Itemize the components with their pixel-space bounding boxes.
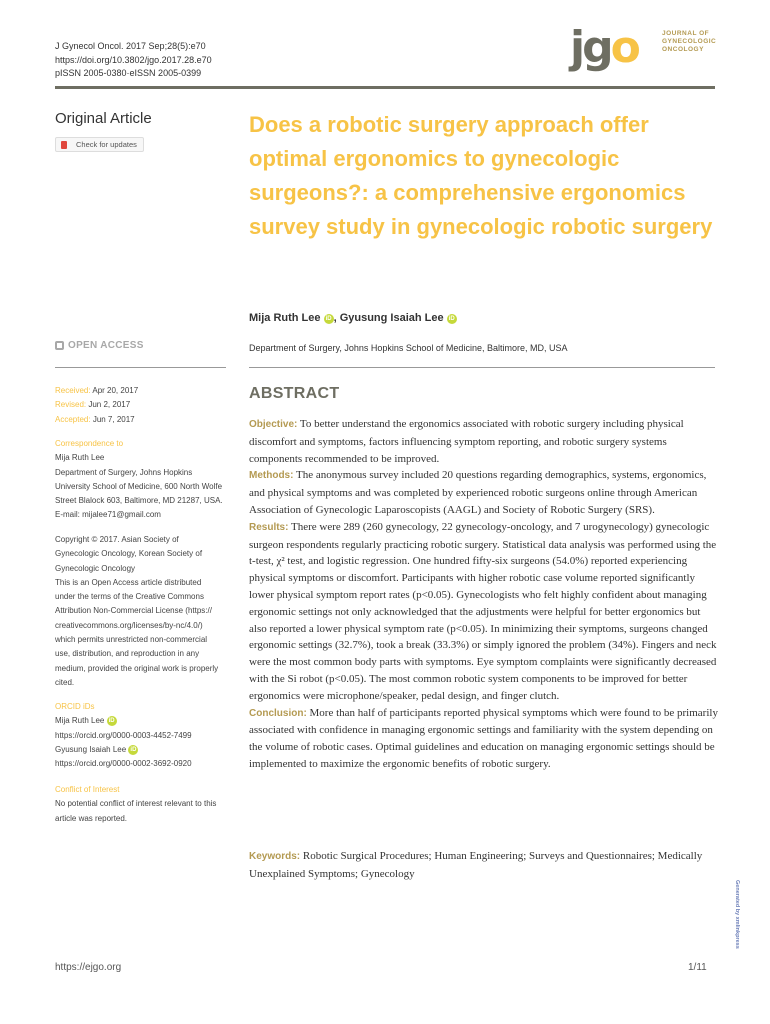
sidebar-divider xyxy=(55,367,226,368)
orcid-link[interactable]: https://orcid.org/0000-0002-3692-0920 xyxy=(55,759,192,769)
abstract-methods xyxy=(249,467,719,518)
open-lock-icon xyxy=(55,341,64,350)
license-line: use, distribution, and reproduction in any xyxy=(55,649,200,659)
copyright-label: Copyright xyxy=(55,535,90,544)
results-text: There were 289 (260 gynecology, 22 gynecology-oncology, and 7 urogynecology) gynecologic surgeon respondents regularly practicing robotic surgery. Statistical data analysis was performed using the t-test, χ² test, and logistic regression. One hundred fifty-six surgeons (54.0%) reported experiencing physical symptoms or discomfort. Participants with higher robotic case volume reported significantly lower physical symptom report rates (p<0.05). Gynecologists who felt highly confident about managing ergonomic settings not only acknowledged that the adjustments were helpful for better ergonomics but also reported a lower physical symptom rate (p<0.05). In minimizing their symptoms, surgeons changed ergonomic settings (32.7%), took a break (33.3%) or simply ignored the problem (34%). Fingers and neck were the most common body parts with symptoms. Eye symptom complaints were significantly decreased with the Si robot (p<0.05). The most common robotic system components to be improved for better ergonomics were microphone/speaker, pedal design, and finger clutch. xyxy=(249,520,717,702)
copyright-block xyxy=(55,533,235,690)
orcid-link[interactable]: https://orcid.org/0000-0003-4452-7499 xyxy=(55,730,192,740)
conclusion-text: More than half of participants reported physical symptoms which were found to be primarily associated with confidence in managing ergonomic settings and familiarity with the system depending on the volume of robotic cases. Optimal guidelines and education on managing ergonomic settings should be implemented to maximize the ergonomic benefits of robotic surgery. xyxy=(249,706,718,770)
author-list xyxy=(249,312,457,324)
revised-value: Jun 2, 2017 xyxy=(88,400,131,410)
logo-text-line: ONCOLOGY xyxy=(662,46,704,53)
keywords-label: Keywords: xyxy=(249,851,301,862)
citation-block xyxy=(55,40,212,81)
license-line[interactable]: Attribution Non-Commercial License (https:// xyxy=(55,606,212,616)
abstract-results xyxy=(249,519,719,705)
coi-heading: Conflict of Interest xyxy=(55,785,120,794)
license-line: which permits unrestricted non-commercial xyxy=(55,635,208,645)
citation-issn: pISSN 2005-0380·eISSN 2005-0399 xyxy=(55,68,202,78)
orcid-icon: iD xyxy=(130,746,137,753)
author-name[interactable]: Mija Ruth Lee xyxy=(249,312,321,324)
orcid-icon: iD xyxy=(108,718,115,725)
check-for-updates-button[interactable] xyxy=(55,137,144,152)
bookmark-icon xyxy=(61,141,67,149)
accepted-value: Jun 7, 2017 xyxy=(92,414,135,424)
article-type: Original Article xyxy=(55,110,152,127)
correspondence-block xyxy=(55,437,235,523)
conclusion-label: Conclusion: xyxy=(249,707,307,719)
received-date xyxy=(55,384,235,398)
correspondence-email[interactable]: E-mail: mijalee71@gmail.com xyxy=(55,510,161,520)
header-divider xyxy=(55,86,715,89)
orcid-author xyxy=(55,714,235,728)
journal-logo xyxy=(570,22,720,78)
received-label: Received: xyxy=(55,386,91,395)
orcid-author-name: Mija Ruth Lee xyxy=(55,716,105,726)
keywords xyxy=(249,848,719,883)
author-name[interactable]: Gyusung Isaiah Lee xyxy=(339,312,444,324)
citation-journal: J Gynecol Oncol. 2017 Sep;28(5):e70 xyxy=(55,41,206,51)
page-number: 1/11 xyxy=(688,962,707,973)
orcid-block xyxy=(55,700,235,771)
abstract-heading: ABSTRACT xyxy=(249,385,340,402)
abstract-conclusion xyxy=(249,705,719,773)
logo-text-line: JOURNAL OF xyxy=(662,30,710,37)
keywords-text: Robotic Surgical Procedures; Human Engineering; Surveys and Questionnaires; Medically Unexplained Symptoms; Gynecology xyxy=(249,850,703,880)
article-title: Does a robotic surgery approach offer optimal ergonomics to gynecologic surgeons?: a comprehensive ergonomics survey study in gynecologic robotic surgery xyxy=(249,112,713,239)
correspondence-heading: Correspondence to xyxy=(55,439,124,448)
affiliation: Department of Surgery, Johns Hopkins School of Medicine, Baltimore, MD, USA xyxy=(249,343,568,353)
abstract-body xyxy=(249,416,719,773)
correspondence-address: Street Blalock 603, Baltimore, MD 21287, USA. xyxy=(55,496,223,506)
objective-text: To better understand the ergonomics associated with robotic surgery including physical discomfort and symptoms, factors influencing symptom reporting, and robotic surgery systems components recommended to be improved. xyxy=(249,418,684,465)
generated-by-badge xyxy=(730,880,750,990)
check-for-updates-label: Check for updates xyxy=(76,140,137,149)
copyright-line: Gynecologic Oncology, Korean Society of xyxy=(55,549,203,559)
citation-doi-link[interactable]: https://doi.org/10.3802/jgo.2017.28.e70 xyxy=(55,54,212,65)
methods-text: The anonymous survey included 20 questions regarding demographics, systems, ergonomics, and physical symptoms and was completed by experienced robotic surgeons online through American Association of Gynecologic Laparoscopists (AAGL) and Society of Robotic Surgery (SRS). xyxy=(249,469,707,516)
orcid-icon[interactable]: iD xyxy=(448,316,455,322)
license-line[interactable]: creativecommons.org/licenses/by-nc/4.0/) xyxy=(55,620,203,630)
revised-label: Revised: xyxy=(55,400,87,410)
author-separator: , xyxy=(333,312,340,324)
orcid-author xyxy=(55,743,235,757)
footer-url-link[interactable]: https://ejgo.org xyxy=(55,962,122,973)
logo-mark-accent: o xyxy=(610,22,638,73)
logo-wordmark xyxy=(662,30,716,54)
orcid-heading: ORCID iDs xyxy=(55,702,95,711)
correspondence-address: Department of Surgery, Johns Hopkins xyxy=(55,467,193,477)
orcid-author-name: Gyusung Isaiah Lee xyxy=(55,744,127,754)
abstract-objective xyxy=(249,416,719,467)
results-label: Results: xyxy=(249,521,289,533)
license-line: This is an Open Access article distributed xyxy=(55,577,202,587)
accepted-label: Accepted: xyxy=(55,414,91,424)
open-access-label: OPEN ACCESS xyxy=(68,340,144,351)
coi-text: No potential conflict of interest relevant to this xyxy=(55,799,217,809)
license-line: medium, provided the original work is properly xyxy=(55,663,219,673)
received-value: Apr 20, 2017 xyxy=(92,386,139,395)
dates-block xyxy=(55,384,235,427)
coi-text: article was reported. xyxy=(55,813,128,823)
copyright-text: © 2017. Asian Society of xyxy=(89,535,179,544)
logo-text-line: GYNECOLOGIC xyxy=(662,38,717,45)
objective-label: Objective: xyxy=(249,419,298,430)
methods-label: Methods: xyxy=(249,470,294,482)
open-access-badge xyxy=(55,340,144,351)
conflict-of-interest-block xyxy=(55,783,235,826)
copyright-line xyxy=(55,533,235,547)
copyright-line: Gynecologic Oncology xyxy=(55,563,136,573)
correspondence-address: University School of Medicine, 600 North Wolfe xyxy=(55,481,223,491)
revised-date xyxy=(55,398,235,412)
license-line: cited. xyxy=(55,677,75,687)
logo-mark: jgo xyxy=(570,22,638,73)
accepted-date xyxy=(55,413,235,427)
generated-by-text: Generated by xmlinkpress xyxy=(734,880,740,949)
license-line: under the terms of the Creative Commons xyxy=(55,592,204,602)
main-divider xyxy=(249,367,715,368)
orcid-icon[interactable]: iD xyxy=(325,316,332,322)
correspondence-name: Mija Ruth Lee xyxy=(55,453,105,463)
